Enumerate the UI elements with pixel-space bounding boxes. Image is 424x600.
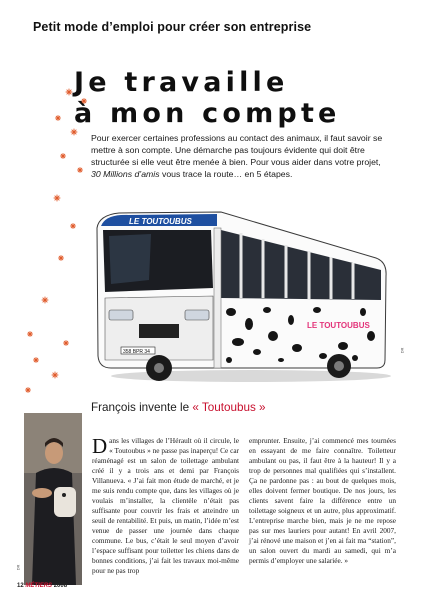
issue-year: 2008	[53, 583, 68, 589]
section-kicker: Petit mode d’emploi pour créer son entreprise	[33, 20, 312, 34]
star-icon	[71, 129, 77, 135]
shirt	[32, 468, 76, 585]
bus-photo	[91, 200, 396, 388]
windshield-sign: LE TOUTOUBUS	[129, 217, 192, 226]
arm	[32, 488, 52, 498]
title-line-2: à mon compte	[74, 98, 341, 129]
intro-text-1: Pour exercer certaines professions au contact des animaux, il faut savoir se mettre à son compte. Une démarche pas toujours évidente qui doit être structurée si elle veut être menée à bien. Pour vous aider dans votre projet,	[91, 133, 383, 168]
star-icon	[66, 89, 72, 95]
star-icon	[52, 372, 58, 378]
article-column-1	[92, 436, 239, 576]
article-subheading	[91, 401, 266, 414]
star-icon	[26, 388, 31, 393]
grille	[139, 324, 179, 338]
star-icon	[42, 297, 48, 303]
page-number: 12	[17, 583, 24, 589]
face	[45, 442, 63, 464]
bus-door	[214, 228, 221, 368]
dog	[54, 487, 76, 517]
photo-credit: DR	[399, 347, 405, 354]
star-icon	[78, 168, 83, 173]
star-icon	[54, 195, 60, 201]
star-icon	[59, 256, 64, 261]
portrait-credit: DR	[15, 564, 21, 571]
title-line-1: Je travaille	[74, 67, 289, 98]
star-icon	[34, 358, 39, 363]
magazine-name: 30 Millions d’amis	[91, 169, 160, 180]
license-plate-text: 358 BPR 34	[123, 349, 150, 355]
star-icon	[28, 332, 33, 337]
subheading-name: « Toutoubus »	[192, 401, 266, 414]
star-icon	[56, 116, 61, 121]
star-group	[26, 89, 87, 393]
page-footer	[17, 583, 67, 589]
headlight-left	[109, 310, 133, 320]
subheading-lead: François invente le	[91, 401, 193, 414]
groomer-illustration	[24, 413, 82, 585]
intro-text-2: vous trace la route… en 5 étapes.	[159, 169, 293, 180]
side-sign: LE TOUTOUBUS	[307, 321, 370, 330]
portrait-photo	[24, 413, 82, 585]
bus-illustration	[91, 200, 396, 388]
intro-paragraph	[91, 132, 391, 180]
star-icon	[82, 99, 87, 104]
star-icon	[71, 224, 76, 229]
star-icon	[64, 341, 69, 346]
windshield-reflection	[109, 234, 151, 284]
column-2-body: emprunter. Ensuite, j’ai commencé mes tournées en essayant de me faire connaître. Toiletteur ambulant ou pas, il faut être à la hauteur! Il y a trop de personnes mal qualifiées qui s’installent. Ça ne pardonne pas : au bout de quelques mois, elles doivent fermer boutique. De nos jours, les clients savent faire la différence entre un toilettage soigneux et un autre, plus approximatif. L’entreprise marche bien, mais je ne me repose pas sur mes lauriers pour autant! En avril 2007, j’ai rénové une maison et j’en ai fait ma “station”, un salon ouvert du mardi au samedi, qui m’a permis d’employer une salariée. »	[249, 436, 396, 566]
article-column-2	[249, 436, 396, 566]
magazine-brand: MÉTIERS	[25, 583, 53, 589]
star-icon	[61, 154, 66, 159]
drop-cap: D	[92, 434, 108, 458]
column-1-body: ans les villages de l’Hérault où il circule, le « Toutoubus » ne passe pas inaperçu! Ce car réaménagé est un salon de toilettage ambulant créé il y a trois ans et demi par François Villanueva. « J’ai fait mon étude de marché, et je me suis rendu compte que, dans les villages où je voulais m’installer, la clientèle n’était pas suffisante pour couvrir les frais et atteindre un seuil de rentabilité. Et puis, un matin, l’idée m’est venue de passer une journée dans chaque commune. Le bus, c’était le seul moyen d’avoir l’espace suffisant pour toiletter les chiens dans de bonnes conditions, j’ai fait les travaux moi-même pour ne pas trop	[92, 436, 239, 576]
headlight-right	[185, 310, 209, 320]
column-1-text	[92, 436, 239, 576]
